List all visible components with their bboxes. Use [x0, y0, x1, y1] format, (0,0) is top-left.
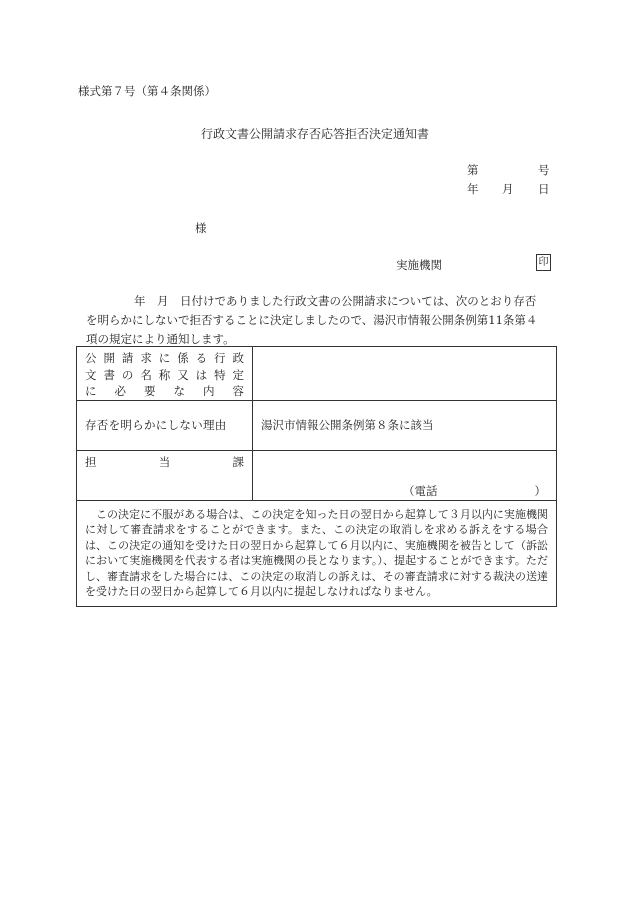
- char: 行: [214, 351, 226, 365]
- table-row: [77, 450, 557, 500]
- date-year: 年: [467, 182, 479, 196]
- char: 内: [203, 384, 215, 398]
- form-number: 様式第７号（第４条関係）: [78, 84, 216, 98]
- char: な: [173, 384, 185, 398]
- spread-line-2: [77, 367, 252, 384]
- implementing-agency-label: 実施機関: [396, 258, 442, 272]
- reason-label: 存否を明らかにしない理由: [77, 400, 253, 450]
- char: 請: [121, 351, 134, 365]
- char: 称: [158, 367, 171, 382]
- spread-line-department: [77, 454, 252, 471]
- appeal-notes: [77, 500, 557, 606]
- char: 政: [232, 351, 244, 365]
- notice-body: [86, 292, 561, 349]
- char: 特: [214, 367, 226, 382]
- table-row: [77, 500, 557, 606]
- table-row: [77, 347, 557, 401]
- requested-document-value: [253, 347, 557, 401]
- char: 担: [85, 454, 97, 469]
- char: 又: [177, 367, 189, 382]
- notice-table: [76, 346, 557, 607]
- char: は: [195, 367, 208, 382]
- phone-open: （電話: [403, 483, 438, 498]
- char: る: [195, 351, 208, 365]
- document-title: 行政文書公開請求存否応答拒否決定通知書: [200, 127, 429, 141]
- department-label: [77, 450, 253, 500]
- char: 当: [158, 454, 171, 469]
- char: 定: [232, 367, 244, 382]
- char: 名: [140, 367, 152, 382]
- notes-text: この決定に不服がある場合は、この決定を知った日の翌日から起算して３月以内に実施機関に対して審査請求をすることができます。また、この決定の取消しを求める訴えをする場合は、この決定の通知を受けた日の翌日から起算して６月以内に、実施機関を被告として（訴訟において実施機関を代表する者は実施機関の長となります。）、提起することができます。ただし、審査請求をした場合には、この決定の取消しの訴えは、その審査請求に対する裁決の送達を受けた日の翌日から起算して６月以内に提起しなければなりません。: [85, 507, 548, 598]
- phone-close: ）: [534, 483, 546, 498]
- char: 文: [85, 367, 97, 382]
- reason-value: 湯沢市情報公開条例第８条に該当: [253, 400, 557, 450]
- char: の: [121, 367, 134, 382]
- char: に: [158, 351, 171, 365]
- phone-line: [253, 483, 556, 499]
- char: 係: [177, 351, 189, 365]
- char: 書: [103, 367, 115, 382]
- body-line-3: 項の規定により通知します。: [86, 332, 235, 346]
- char: 容: [232, 384, 244, 398]
- date-month: 月: [502, 182, 514, 196]
- char: 求: [140, 351, 152, 365]
- seal-stamp: 印: [536, 254, 551, 271]
- date-day: 日: [538, 182, 550, 196]
- department-value: [253, 450, 557, 500]
- body-line-1: 年 月 日付けでありました行政文書の公開請求については、次のとおり存否: [134, 294, 537, 308]
- char: 開: [103, 351, 115, 365]
- requested-document-label: [77, 347, 253, 401]
- document-number-suffix: 号: [538, 163, 550, 177]
- spread-line-3: [77, 383, 252, 400]
- body-line-2: を明らかにしないで拒否することに決定しましたので、湯沢市情報公開条例第11条第４: [86, 313, 538, 327]
- char: 必: [114, 384, 126, 398]
- char: 課: [232, 454, 244, 469]
- recipient-honorific: 様: [195, 221, 207, 235]
- char: 要: [144, 384, 156, 398]
- char: に: [85, 384, 97, 398]
- spread-line-1: [77, 350, 252, 367]
- table-row: [77, 400, 557, 450]
- document-number-prefix: 第: [467, 163, 479, 177]
- char: 公: [85, 351, 97, 365]
